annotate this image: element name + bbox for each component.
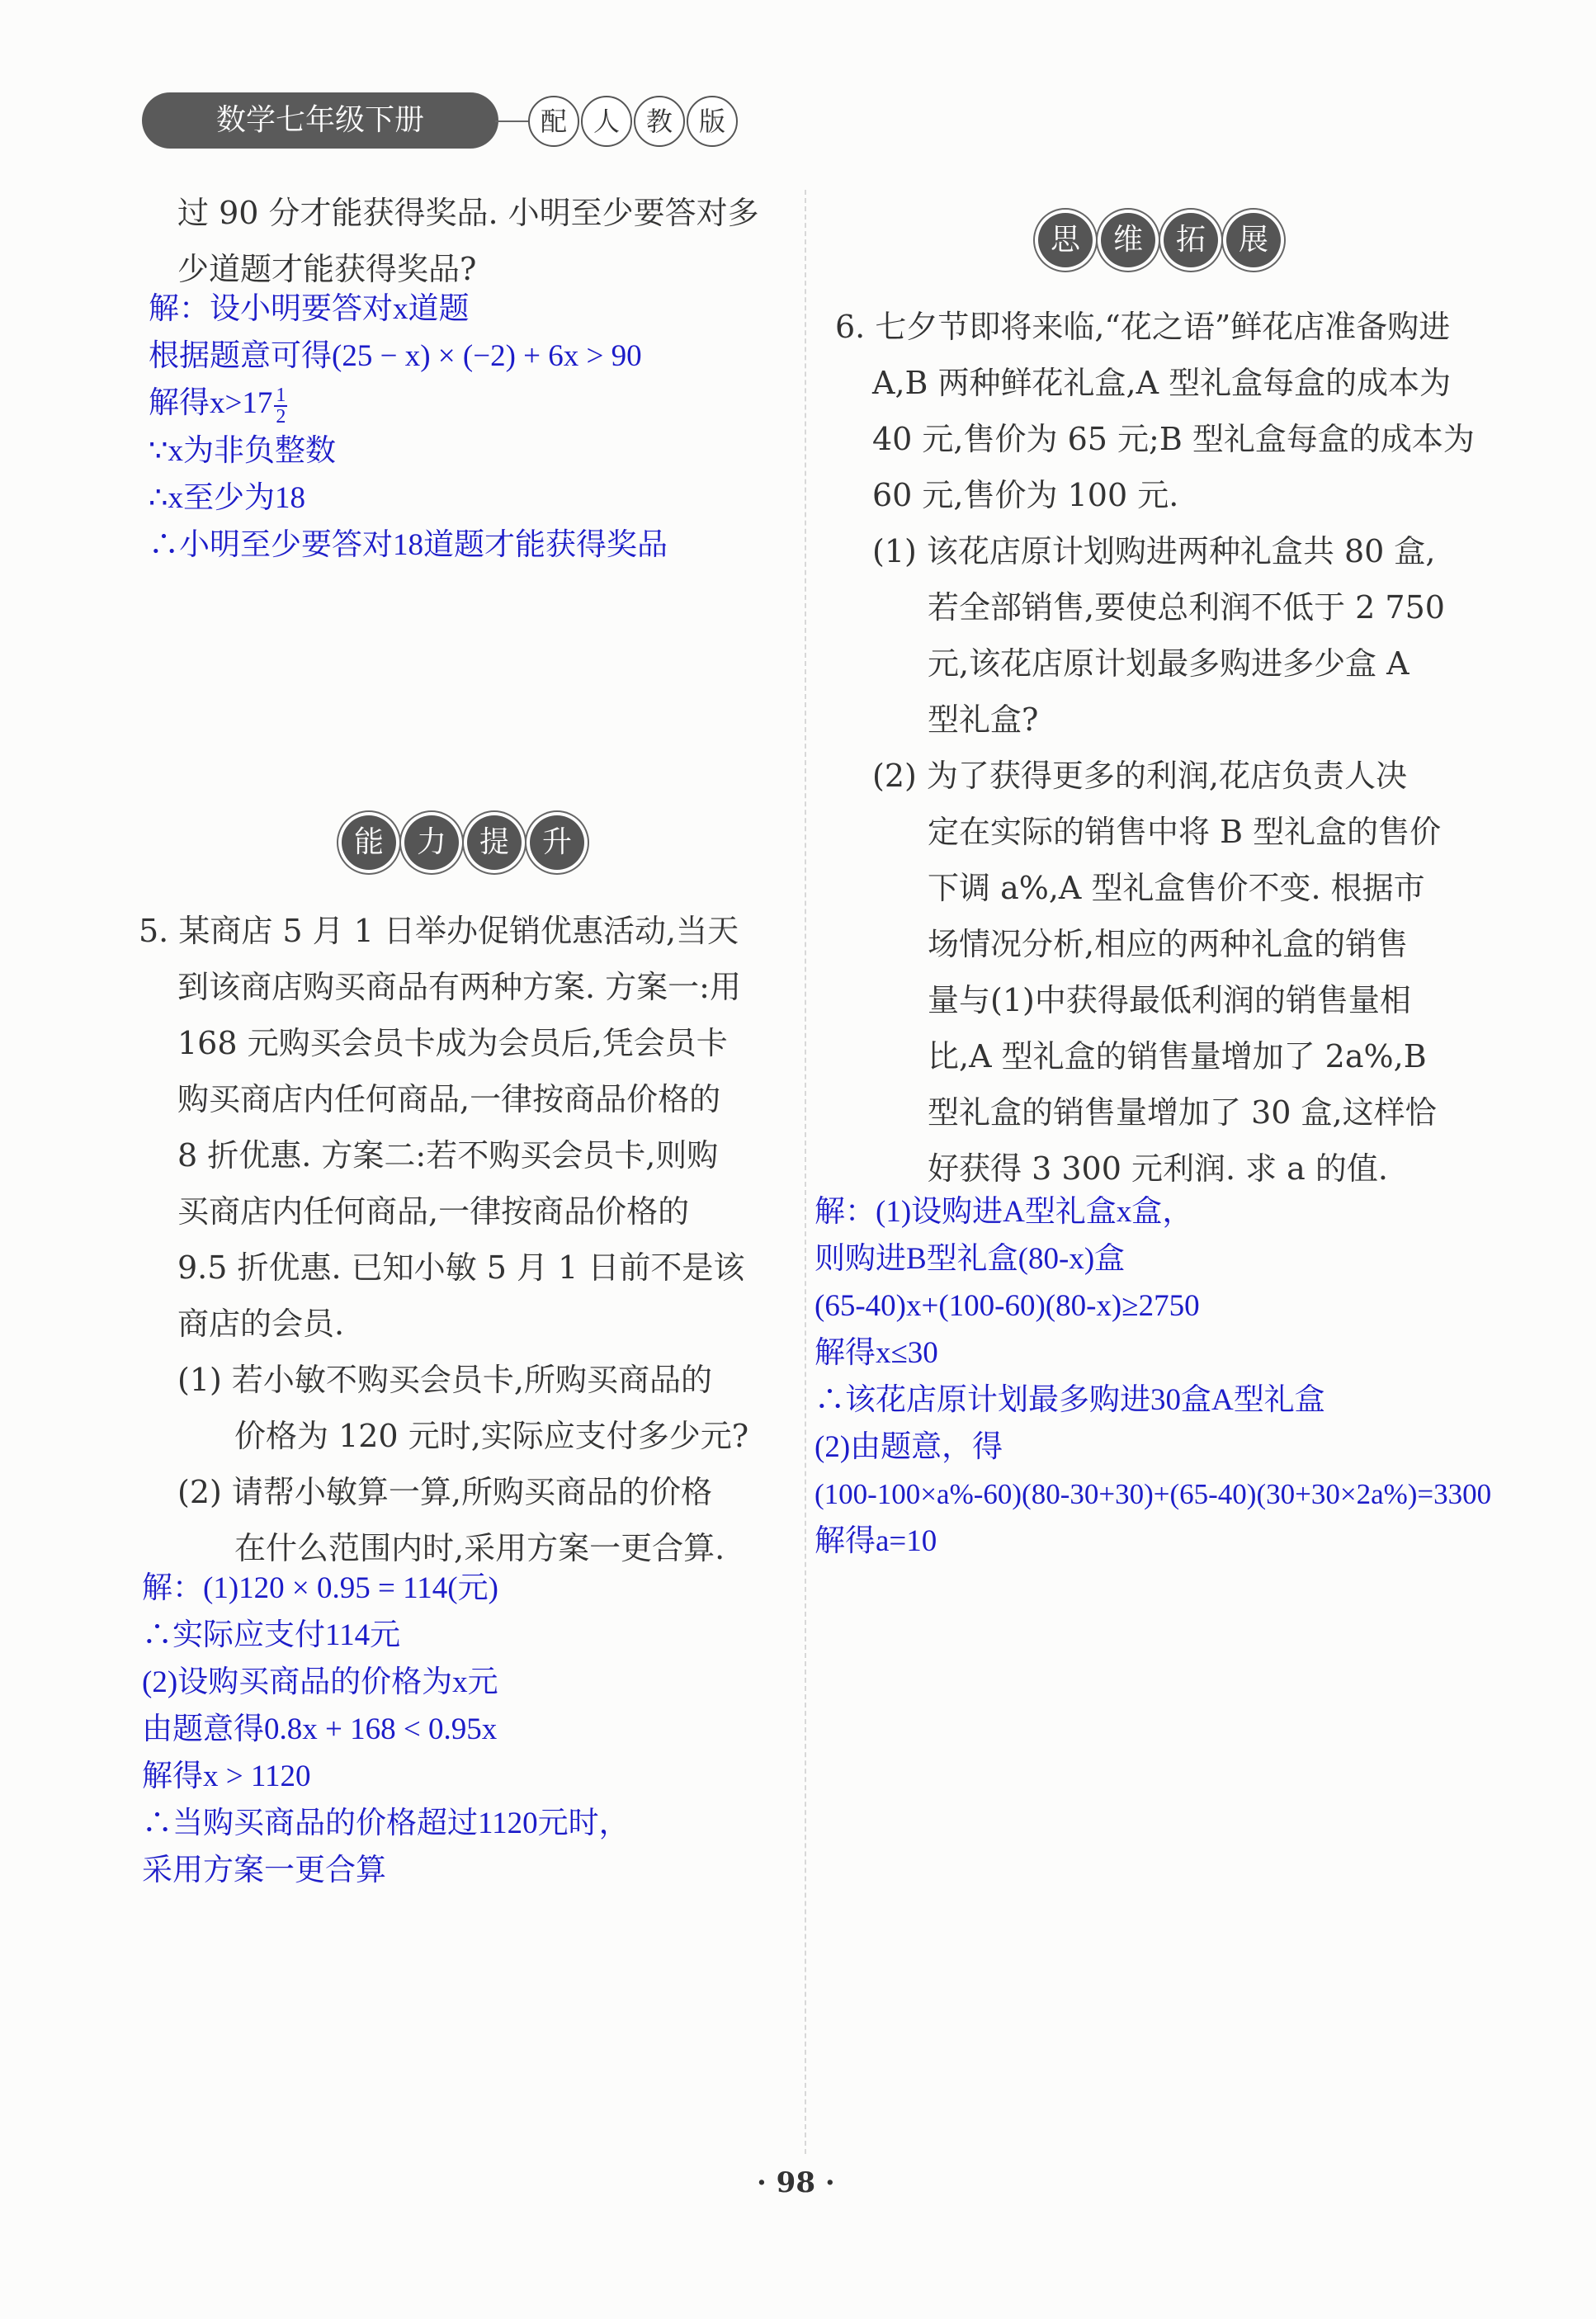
problem-text-line: 商店的会员. bbox=[177, 1306, 345, 1342]
section-title-char: 升 bbox=[530, 815, 584, 870]
problem-text-line: 买商店内任何商品,一律按商品价格的 bbox=[177, 1193, 690, 1230]
problem-text-line: 40 元,售价为 65 元;B 型礼盒每盒的成本为 bbox=[872, 421, 1475, 457]
problem-text-line: 8 折优惠. 方案二:若不购买会员卡,则购 bbox=[177, 1137, 719, 1174]
question-text-line: 比,A 型礼盒的销售量增加了 2a%,B bbox=[928, 1038, 1427, 1074]
answer-line: 解得x≤30 bbox=[815, 1336, 938, 1370]
question-text-line: 定在实际的销售中将 B 型礼盒的售价 bbox=[928, 814, 1442, 850]
problem-text-line: 9.5 折优惠. 已知小敏 5 月 1 日前不是该 bbox=[177, 1249, 745, 1286]
section-title-char: 拓 bbox=[1164, 213, 1218, 267]
section-title-char: 思 bbox=[1038, 213, 1093, 267]
problem-text-line: 到该商店购买商品有两种方案. 方案一:用 bbox=[177, 969, 741, 1005]
problem-text-line: A,B 两种鲜花礼盒,A 型礼盒每盒的成本为 bbox=[872, 365, 1452, 401]
answer-line: ∴实际应支付114元 bbox=[142, 1618, 401, 1652]
answer-line: (2)由题意，得 bbox=[815, 1430, 1003, 1464]
problem-text-line: 6. 七夕节即将来临,“花之语”鲜花店准备购进 bbox=[835, 309, 1451, 345]
answer-line: (65-40)x+(100-60)(80-x)≥2750 bbox=[815, 1289, 1200, 1323]
answer-line: 由题意得0.8x + 168 < 0.95x bbox=[142, 1712, 498, 1746]
answer-line: (100-100×a%-60)(80-30+30)+(65-40)(30+30×2a%)=3300 bbox=[815, 1478, 1492, 1510]
fraction-denominator: 2 bbox=[276, 405, 286, 427]
question-text-line: (2) 请帮小敏算一算,所购买商品的价格 bbox=[177, 1474, 712, 1510]
answer-line: 解：设小明要答对x道题 bbox=[149, 292, 470, 326]
question-text-line: (2) 为了获得更多的利润,花店负责人决 bbox=[872, 758, 1407, 794]
answer-line: 则购进B型礼盒(80-x)盒 bbox=[815, 1242, 1126, 1276]
fraction-numerator: 1 bbox=[276, 384, 286, 406]
question-text-line: (1) 若小敏不购买会员卡,所购买商品的 bbox=[177, 1362, 712, 1398]
answer-line: 根据题意可得(25 − x) × (−2) + 6x > 90 bbox=[149, 339, 642, 373]
answer-line: 解：(1)设购进A型礼盒x盒， bbox=[815, 1195, 1193, 1229]
problem-text-line: 168 元购买会员卡成为会员后,凭会员卡 bbox=[177, 1025, 728, 1061]
answer-line: (2)设购买商品的价格为x元 bbox=[142, 1665, 498, 1699]
question-text-line: 元,该花店原计划最多购进多少盒 A bbox=[928, 645, 1409, 682]
problem-text-line: 购买商店内任何商品,一律按商品价格的 bbox=[177, 1081, 721, 1117]
question-text-line: 下调 a%,A 型礼盒售价不变. 根据市 bbox=[928, 870, 1425, 906]
answer-line: 采用方案一更合算 bbox=[142, 1854, 386, 1887]
question-text-line: 好获得 3 300 元利润. 求 a 的值. bbox=[928, 1150, 1388, 1187]
page-number: · 98 · bbox=[757, 2166, 835, 2199]
edition-char: 人 bbox=[581, 96, 632, 147]
question-text-line: 量与(1)中获得最低利润的销售量相 bbox=[928, 982, 1411, 1018]
section-title-char: 维 bbox=[1101, 213, 1155, 267]
answer-line: 解得a=10 bbox=[815, 1524, 937, 1558]
answer-text: 解得x>17 bbox=[149, 386, 273, 420]
section-title-char: 能 bbox=[342, 815, 396, 870]
question-text-line: 场情况分析,相应的两种礼盒的销售 bbox=[928, 926, 1409, 962]
answer-line: ∵x为非负整数 bbox=[149, 434, 337, 468]
edition-char: 配 bbox=[528, 96, 579, 147]
answer-line: 解：(1)120 × 0.95 = 114(元) bbox=[142, 1571, 498, 1605]
book-title-badge: 数学七年级下册 bbox=[142, 92, 498, 149]
problem-text-line: 过 90 分才能获得奖品. 小明至少要答对多 bbox=[177, 195, 759, 231]
answer-line: ∴x至少为18 bbox=[149, 481, 306, 515]
answer-line bbox=[149, 380, 287, 427]
edition-char: 版 bbox=[687, 96, 738, 147]
question-text-line: 若全部销售,要使总利润不低于 2 750 bbox=[928, 589, 1445, 626]
section-title-char: 展 bbox=[1226, 213, 1281, 267]
answer-line: ∴该花店原计划最多购进30盒A型礼盒 bbox=[815, 1383, 1325, 1417]
answer-line: ∴小明至少要答对18道题才能获得奖品 bbox=[149, 528, 668, 562]
fraction bbox=[274, 385, 287, 427]
question-text-line: 价格为 120 元时,实际应支付多少元? bbox=[234, 1418, 749, 1454]
question-text-line: 型礼盒? bbox=[928, 701, 1039, 738]
answer-line: ∴当购买商品的价格超过1120元时， bbox=[142, 1807, 630, 1840]
question-text-line: (1) 该花店原计划购进两种礼盒共 80 盒, bbox=[872, 533, 1436, 569]
column-divider bbox=[805, 190, 806, 2154]
question-text-line: 型礼盒的销售量增加了 30 盒,这样恰 bbox=[928, 1094, 1437, 1131]
section-title-char: 力 bbox=[404, 815, 459, 870]
answer-line: 解得x > 1120 bbox=[142, 1759, 311, 1793]
section-title-char: 提 bbox=[467, 815, 522, 870]
problem-text-line: 5. 某商店 5 月 1 日举办促销优惠活动,当天 bbox=[139, 913, 739, 949]
problem-text-line: 60 元,售价为 100 元. bbox=[872, 477, 1179, 513]
question-text-line: 在什么范围内时,采用方案一更合算. bbox=[234, 1530, 725, 1566]
problem-text-line: 少道题才能获得奖品? bbox=[177, 251, 477, 287]
edition-char: 教 bbox=[634, 96, 685, 147]
